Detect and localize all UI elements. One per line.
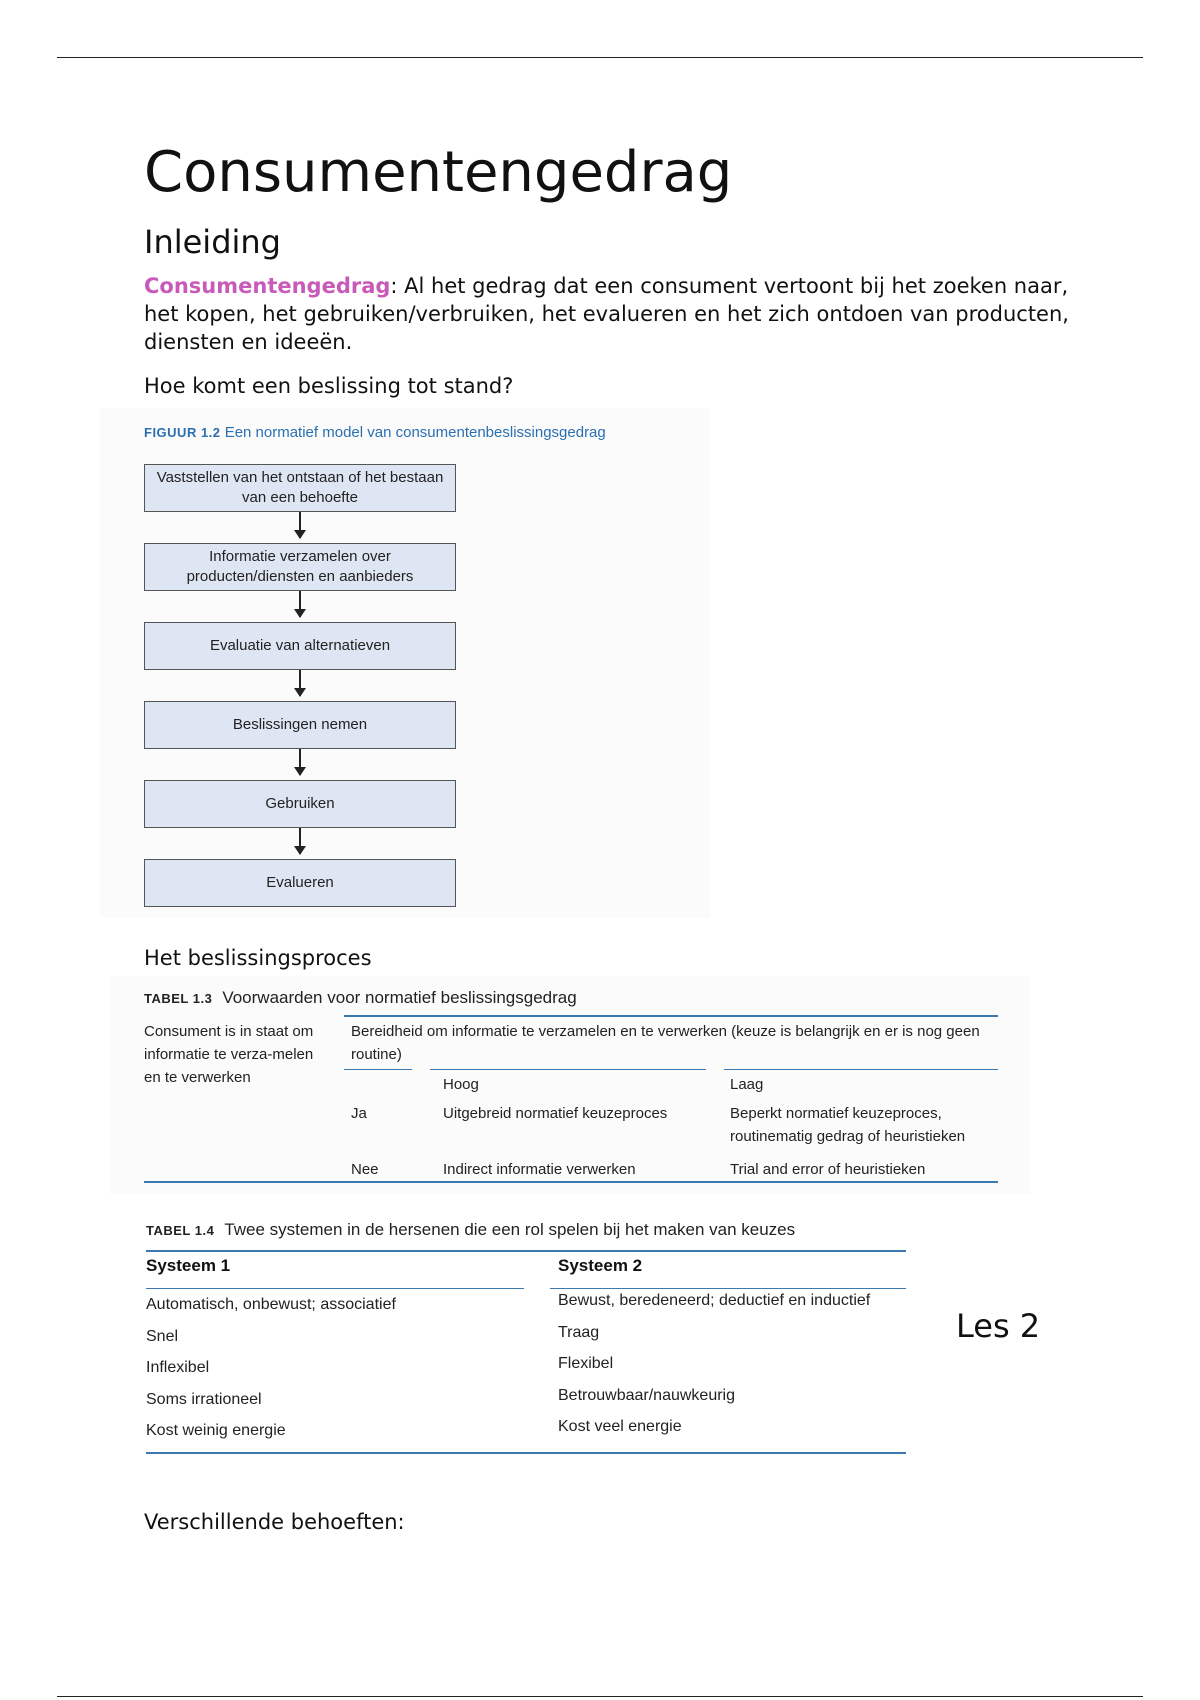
figure-caption-text: Een normatief model van consumentenbeslissingsgedrag [224,424,606,441]
table13-row-header: Consument is in staat om informatie te verza-melen en te verwerken [144,1023,314,1086]
section-heading: Inleiding [144,223,281,261]
table13-sub-rule-1 [344,1069,412,1070]
flow-arrow-5 [299,828,301,854]
flow-arrow-3 [299,670,301,696]
table14-s2-row-3: Flexibel [558,1355,614,1372]
table13-label: TABEL 1.3 [144,991,213,1006]
flow-step-5: Gebruiken [144,780,456,828]
table14-s1-row-4: Soms irrationeel [146,1391,262,1408]
document-title: Consumentengedrag [144,140,733,205]
table14-s1-row-2: Snel [146,1328,179,1345]
table13-row-nee-label: Nee [351,1161,379,1178]
table13-bottom-rule [144,1181,998,1183]
flow-step-1: Vaststellen van het ontstaan of het bestaan van een behoefte [144,464,456,512]
table14-system1-header: Systeem 1 [146,1256,231,1275]
question-heading: Hoe komt een beslissing tot stand? [144,374,514,398]
table14-s2-row-5: Kost veel energie [558,1418,682,1435]
table13-sub-rule-2 [430,1069,706,1070]
flow-step-3: Evaluatie van alternatieven [144,622,456,670]
table13-top-rule [344,1015,998,1017]
flow-arrow-2 [299,591,301,617]
definition-paragraph [144,272,1084,356]
table13-row-nee-low: Trial and error of heuristieken [730,1161,926,1178]
table14-bottom-rule [146,1452,906,1454]
side-note-lesson: Les 2 [956,1307,1041,1345]
needs-heading: Verschillende behoeften: [144,1510,405,1534]
table14-s2-row-2: Traag [558,1324,600,1341]
table13-col-high: Hoog [443,1076,479,1093]
table13-sub-rule-3 [724,1069,998,1070]
table14-sub-rule-2 [550,1288,906,1289]
figure-label: FIGUUR 1.2 [144,425,221,440]
flow-step-2: Informatie verzamelen over producten/diensten en aanbieders [144,543,456,591]
table14-s1-row-5: Kost weinig energie [146,1422,286,1439]
table14-caption [146,1220,795,1240]
figure-decision-model [100,408,710,918]
process-heading: Het beslissingsproces [144,946,372,970]
table13-caption-text: Voorwaarden voor normatief beslissingsgedrag [222,988,577,1007]
table13-col-low: Laag [730,1076,764,1093]
table14-s1-row-3: Inflexibel [146,1359,210,1376]
table13-row-nee-high: Indirect informatie verwerken [443,1161,636,1178]
definition-text: : Al het gedrag dat een consument vertoont bij het zoeken naar, het kopen, het gebruiken/verbruiken, het evalueren en het zich ontdoen van producten, diensten en ideeën. [144,274,1069,354]
bottom-rule [57,1696,1143,1697]
table14-s1-row-1: Automatisch, onbewust; associatief [146,1296,396,1313]
definition-term: Consumentengedrag [144,274,391,298]
flow-arrow-1 [299,512,301,538]
table14-top-rule [146,1250,906,1252]
flow-step-4: Beslissingen nemen [144,701,456,749]
flow-step-6: Evalueren [144,859,456,907]
table13-caption [144,988,577,1008]
table-1-3 [110,976,1030,1194]
table14-s2-row-1: Bewust, beredeneerd; deductief en inductief [558,1292,871,1309]
table14-label: TABEL 1.4 [146,1223,215,1238]
table13-row-ja-high: Uitgebreid normatief keuzeproces [443,1105,668,1122]
table14-system2-header: Systeem 2 [558,1256,643,1275]
table13-col-header: Bereidheid om informatie te verzamelen en te verwerken (keuze is belangrijk en er is nog geen routine) [351,1023,980,1063]
figure-caption [144,424,606,441]
table14-sub-rule-1 [146,1288,524,1289]
table13-row-ja-label: Ja [351,1105,367,1122]
flow-arrow-4 [299,749,301,775]
table-1-4 [140,1210,920,1460]
table14-caption-text: Twee systemen in de hersenen die een rol spelen bij het maken van keuzes [224,1220,796,1239]
table13-row-ja-low: Beperkt normatief keuzeproces, routinematig gedrag of heuristieken [730,1105,966,1145]
table14-s2-row-4: Betrouwbaar/nauwkeurig [558,1387,735,1404]
top-rule [57,57,1143,58]
